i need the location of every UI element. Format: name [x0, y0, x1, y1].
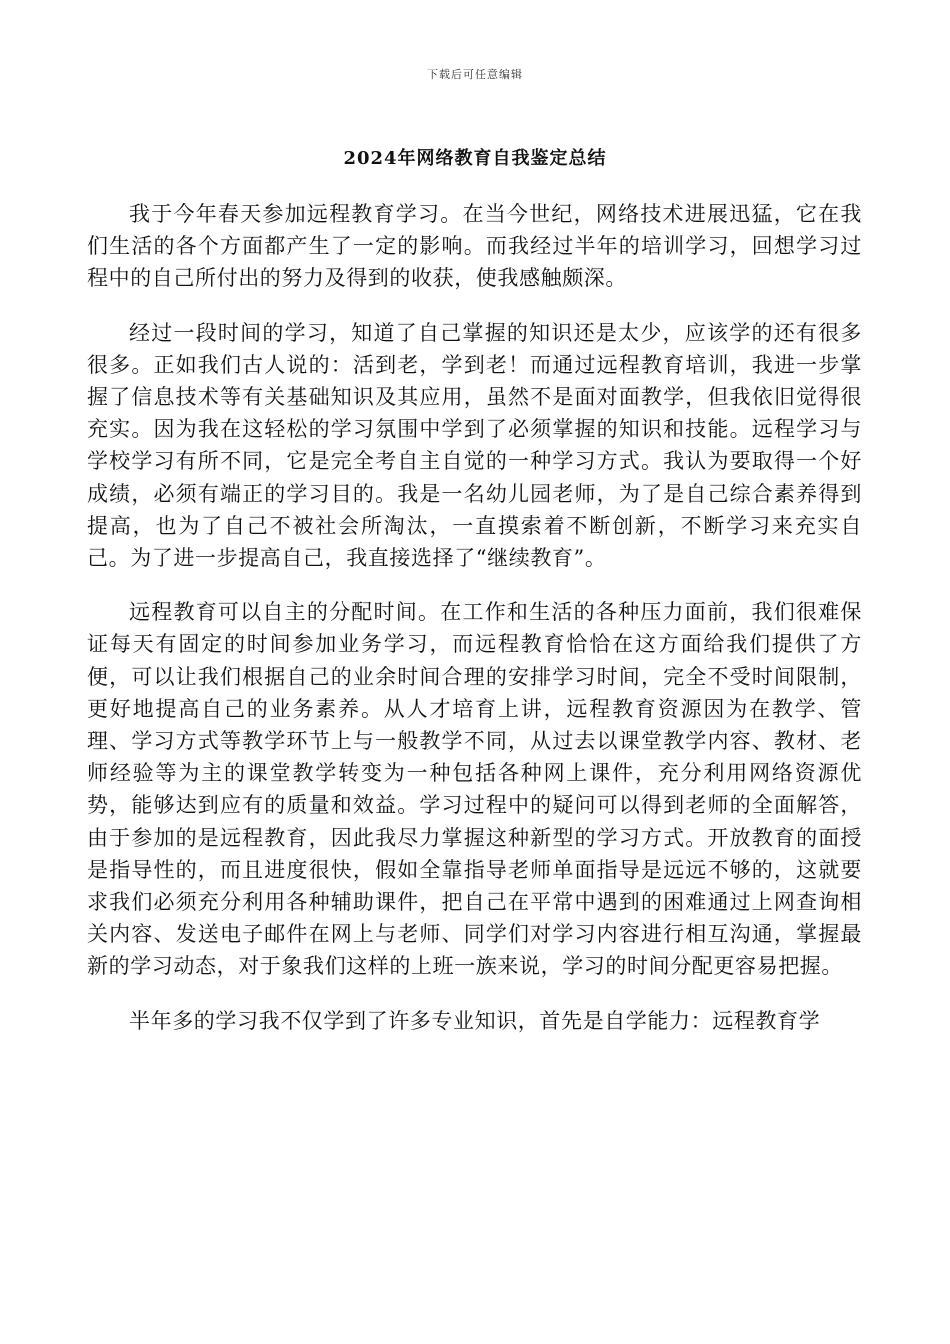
paragraph-1: 我于今年春天参加远程教育学习。在当今世纪，网络技术进展迅猛，它在我们生活的各个方面都产生了一定的影响。而我经过半年的培训学习，回想学习过程中的自己所付出的努力及得到的收获，使我感触颇深。 [87, 202, 862, 291]
paragraph-2: 经过一段时间的学习，知道了自己掌握的知识还是太少，应该学的还有很多很多。正如我们古人说的：活到老，学到老！而通过远程教育培训，我进一步掌握了信息技术等有关基础知识及其应用，虽然不是面对面教学，但我依旧觉得很充实。因为我在这轻松的学习氛围中学到了必须掌握的知识和技能。远程学习与学校学习有所不同，它是完全考自主自觉的一种学习方式。我认为要取得一个好成绩，必须有端正的学习目的。我是一名幼儿园老师，为了是自己综合素养得到提高，也为了自己不被社会所淘汰，一直摸索着不断创新，不断学习来充实自己。为了进一步提高自己，我直接选择了“继续教育”。 [87, 320, 862, 571]
paragraph-3: 远程教育可以自主的分配时间。在工作和生活的各种压力面前，我们很难保证每天有固定的时间参加业务学习，而远程教育恰恰在这方面给我们提供了方便，可以让我们根据自己的业余时间合理的安排学习时间，完全不受时间限制，更好地提高自己的业务素养。从人才培育上讲，远程教育资源因为在教学、管理、学习方式等教学环节上与一般教学不同，从过去以课堂教学内容、教材、老师经验等为主的课堂教学转变为一种包括各种网上课件，充分利用网络资源优势，能够达到应有的质量和效益。学习过程中的疑问可以得到老师的全面解答，由于参加的是远程教育，因此我尽力掌握这种新型的学习方式。开放教育的面授是指导性的，而且进度很快，假如全靠指导老师单面指导是远远不够的，这就要求我们必须充分利用各种辅助课件，把自己在平常中遇到的困难通过上网查询相关内容、发送电子邮件在网上与老师、同学们对学习内容进行相互沟通，掌握最新的学习动态，对于象我们这样的上班一族来说，学习的时间分配更容易把握。 [87, 600, 862, 979]
paragraph-4: 半年多的学习我不仅学到了许多专业知识，首先是自学能力：远程教育学 [129, 1008, 821, 1033]
header-note: 下载后可任意编辑 [427, 68, 523, 81]
document-title: 2024年网络教育自我鉴定总结 [343, 148, 607, 169]
document-body [87, 198, 862, 1059]
